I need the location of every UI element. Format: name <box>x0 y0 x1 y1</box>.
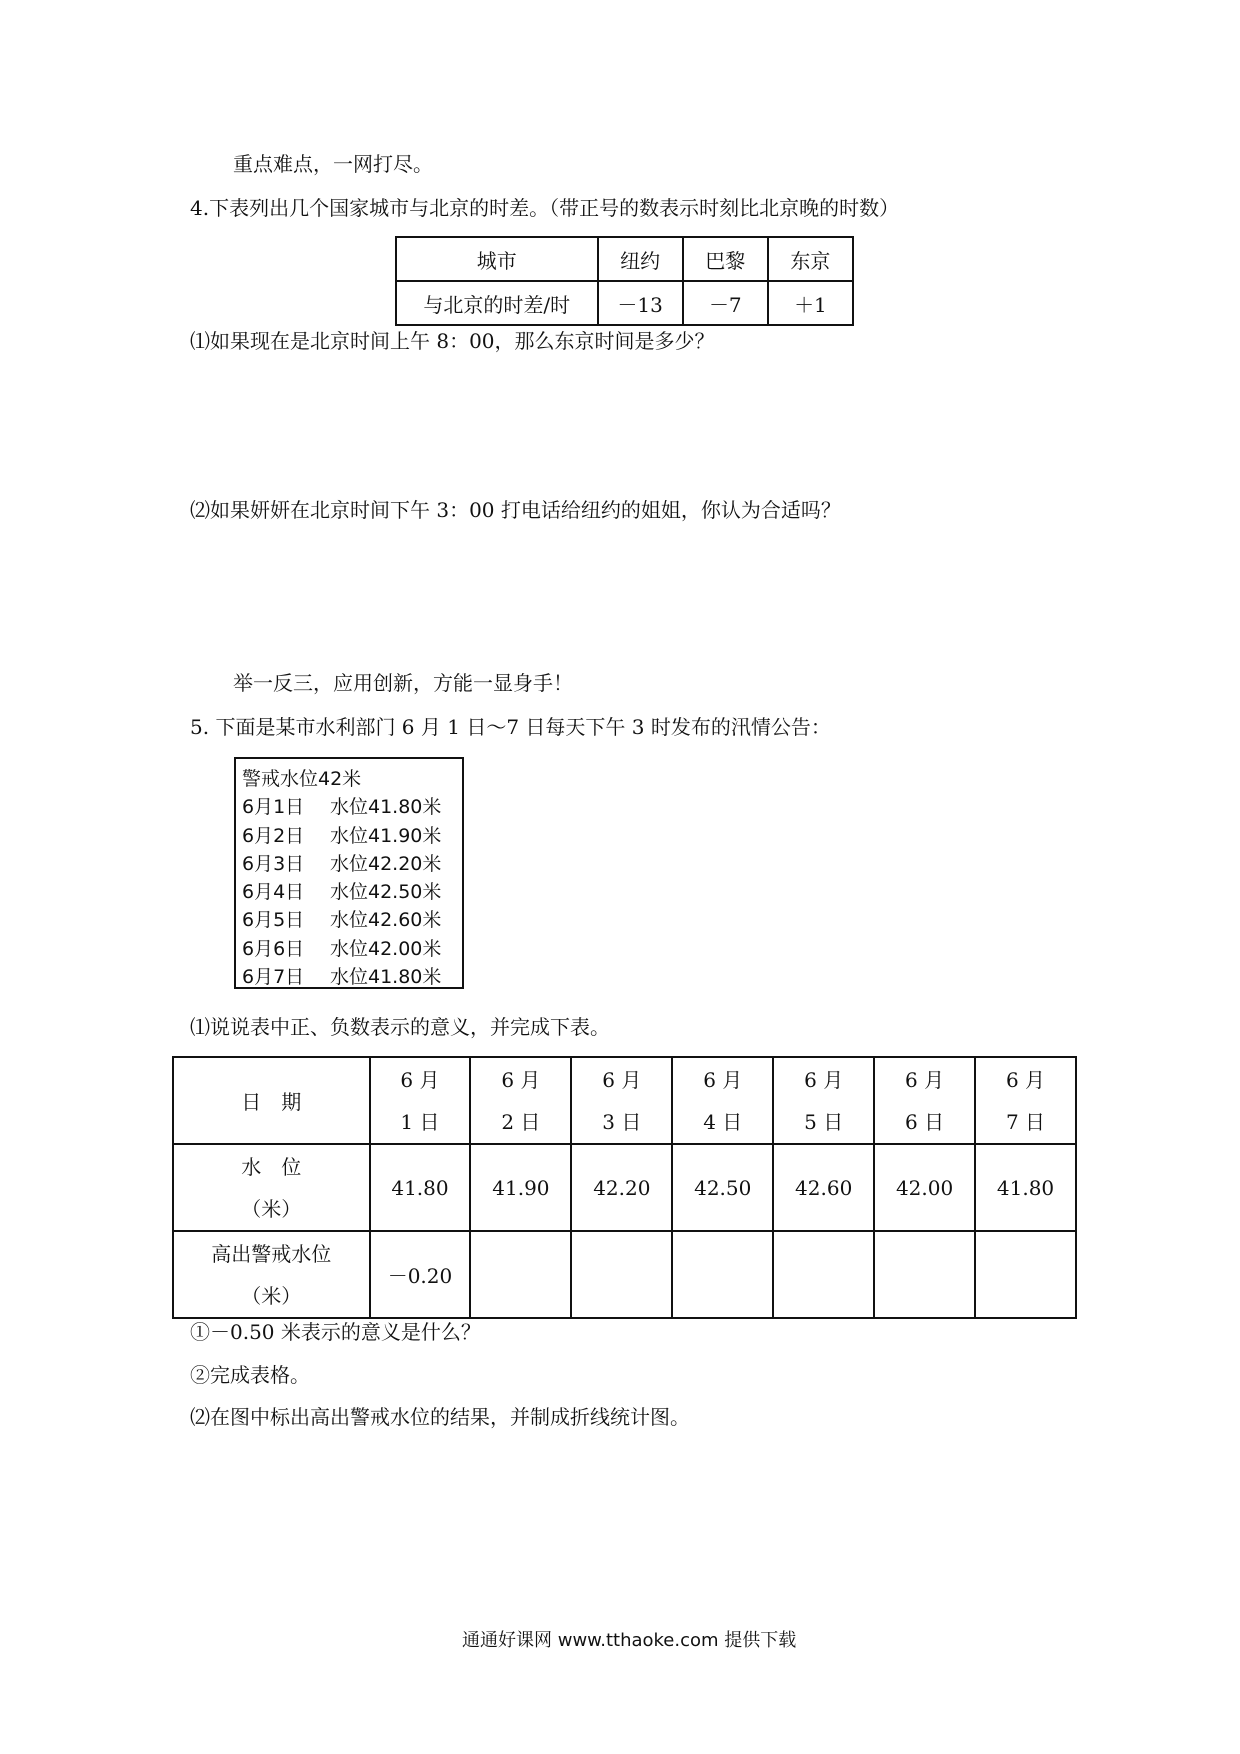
question-5-part-1a: ①－0.50 米表示的意义是什么？ <box>190 1320 481 1344</box>
above-warning-cell[interactable] <box>773 1231 874 1318</box>
table-row-label: 与北京的时差/时 <box>396 281 598 325</box>
question-5-part-1: ⑴说说表中正、负数表示的意义，并完成下表。 <box>190 1015 610 1039</box>
notice-row: 6月2日 水位41.90米 <box>242 824 442 847</box>
date-label: 日 期 <box>173 1057 370 1144</box>
notice-row: 6月1日 水位41.80米 <box>242 796 442 819</box>
flood-notice-box <box>234 757 464 989</box>
time-difference-table <box>395 236 854 326</box>
level-cell: 42.60 <box>773 1144 874 1231</box>
notice-row: 6月5日 水位42.60米 <box>242 909 442 932</box>
date-cell: 6 月 5 日 <box>773 1057 874 1144</box>
table-header-city: 城市 <box>396 237 598 281</box>
intro-heading-1: 重点难点，一网打尽。 <box>233 152 433 176</box>
page-footer: 通通好课网 www.tthaoke.com 提供下载 <box>462 1630 797 1651</box>
level-cell: 42.20 <box>571 1144 672 1231</box>
above-warning-cell[interactable]: －0.20 <box>370 1231 471 1318</box>
level-cell: 41.90 <box>470 1144 571 1231</box>
date-cell: 6 月 3 日 <box>571 1057 672 1144</box>
level-cell: 41.80 <box>975 1144 1076 1231</box>
water-level-table <box>172 1056 1077 1319</box>
question-5-part-2: ⑵在图中标出高出警戒水位的结果，并制成折线统计图。 <box>190 1405 690 1429</box>
table-cell-newyork: －13 <box>598 281 683 325</box>
level-cell: 42.00 <box>874 1144 975 1231</box>
notice-row: 6月4日 水位42.50米 <box>242 881 442 904</box>
notice-row: 6月6日 水位42.00米 <box>242 937 442 960</box>
table-cell-paris: －7 <box>683 281 768 325</box>
table-header-paris: 巴黎 <box>683 237 768 281</box>
above-warning-label: 高出警戒水位 （米） <box>173 1231 370 1318</box>
above-warning-cell[interactable] <box>571 1231 672 1318</box>
above-warning-cell[interactable] <box>672 1231 773 1318</box>
above-warning-cell[interactable] <box>874 1231 975 1318</box>
question-5-title: 5. 下面是某市水利部门 6 月 1 日～7 日每天下午 3 时发布的汛情公告： <box>190 715 831 739</box>
question-4-title: 4.下表列出几个国家城市与北京的时差。（带正号的数表示时刻比北京晚的时数） <box>190 196 900 220</box>
level-cell: 41.80 <box>370 1144 471 1231</box>
question-5-part-1b: ②完成表格。 <box>190 1363 310 1387</box>
above-warning-cell[interactable] <box>470 1231 571 1318</box>
level-label: 水 位 （米） <box>173 1144 370 1231</box>
table-header-tokyo: 东京 <box>768 237 853 281</box>
notice-row: 6月7日 水位41.80米 <box>242 966 442 989</box>
intro-heading-2: 举一反三，应用创新，方能一显身手！ <box>233 671 573 695</box>
question-4-part-2: ⑵如果妍妍在北京时间下午 3：00 打电话给纽约的姐姐，你认为合适吗？ <box>190 498 841 522</box>
date-cell: 6 月 4 日 <box>672 1057 773 1144</box>
date-cell: 6 月 6 日 <box>874 1057 975 1144</box>
date-cell: 6 月 2 日 <box>470 1057 571 1144</box>
date-cell: 6 月 7 日 <box>975 1057 1076 1144</box>
question-4-part-1: ⑴如果现在是北京时间上午 8：00，那么东京时间是多少？ <box>190 329 715 353</box>
date-cell: 6 月 1 日 <box>370 1057 471 1144</box>
notice-title: 警戒水位42米 <box>242 768 362 790</box>
table-cell-tokyo: ＋1 <box>768 281 853 325</box>
level-cell: 42.50 <box>672 1144 773 1231</box>
table-header-newyork: 纽约 <box>598 237 683 281</box>
notice-row: 6月3日 水位42.20米 <box>242 852 442 875</box>
above-warning-cell[interactable] <box>975 1231 1076 1318</box>
